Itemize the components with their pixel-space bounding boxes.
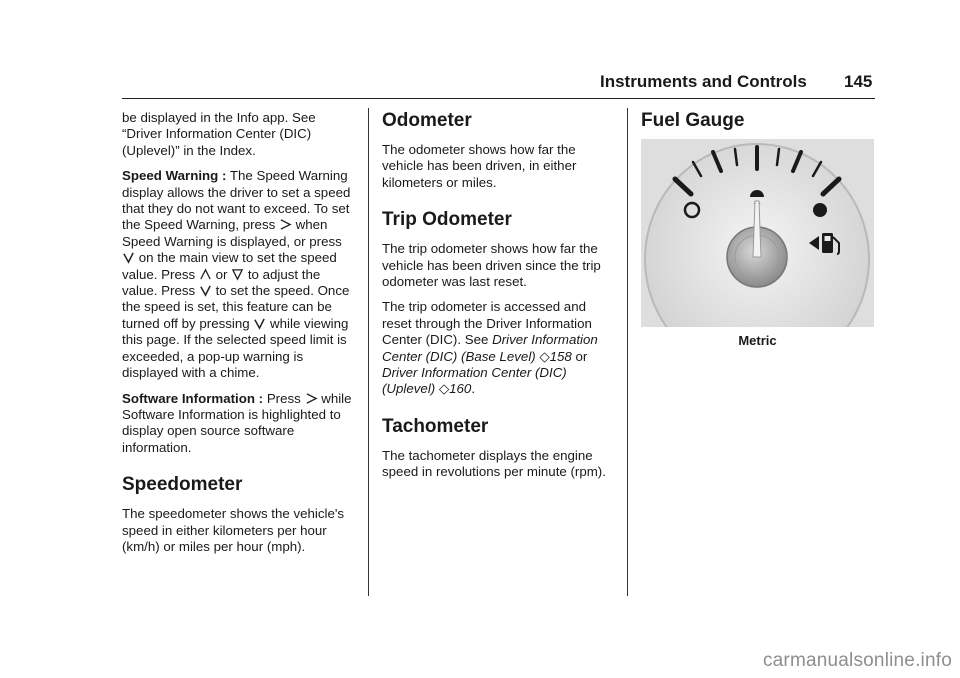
speed-warning-text: or xyxy=(215,266,228,282)
software-info-lead: Software Information : xyxy=(122,390,264,406)
fuel-gauge-heading: Fuel Gauge xyxy=(641,110,745,131)
column-2 xyxy=(382,110,614,490)
speed-warning-text: The Speed Warning display allows the driver to set a speed that they do not want to exceed. To set the Speed Warning, press xyxy=(122,168,351,233)
header-rule xyxy=(122,98,875,99)
column-divider-2 xyxy=(627,108,628,596)
fuel-gauge-icon xyxy=(641,139,874,327)
fuel-gauge-illustration xyxy=(641,139,874,327)
section-title: Instruments and Controls xyxy=(600,72,807,91)
column-1 xyxy=(122,110,354,564)
software-info-text: Press xyxy=(266,390,301,406)
speed-warning-text: while viewing this page. If the selected speed limit is exceeded, a pop-up warning is displayed with a chime. xyxy=(122,315,349,381)
trip-odometer-text: The trip odometer is accessed and reset through the Driver Information Center (DIC). See xyxy=(382,299,592,348)
dic-base-link[interactable]: Driver Information Center (DIC) (Base Level) xyxy=(382,332,598,364)
figure-caption: Metric xyxy=(738,333,777,348)
column-3 xyxy=(641,110,874,142)
down-arrow-icon xyxy=(231,268,244,281)
trip-odometer-heading: Trip Odometer xyxy=(382,209,512,231)
page-ref-icon: ◇ xyxy=(539,348,550,364)
odometer-paragraph: The odometer shows how far the vehicle has been driven, in either kilometers or miles. xyxy=(382,142,577,190)
speed-warning-text: when Speed Warning is displayed, or press xyxy=(122,217,342,249)
speed-warning-lead: Speed Warning : xyxy=(122,168,227,184)
page-number: 145 xyxy=(844,72,873,91)
odometer-heading: Odometer xyxy=(382,110,472,131)
software-info-text: while Software Information is highlighted to display open source software information. xyxy=(122,390,352,455)
trip-odometer-paragraph-1: The trip odometer shows how far the vehicle has been driven since the trip odometer was last reset. xyxy=(382,241,601,290)
speed-warning-paragraph xyxy=(122,168,354,381)
checkmark-icon xyxy=(253,317,266,330)
checkmark-icon xyxy=(122,251,135,264)
dic-base-page[interactable]: 158 xyxy=(549,348,572,364)
speed-warning-text: to set the speed. Once the speed is set, this feature can be turned off by pressing xyxy=(122,283,350,331)
speed-warning-text: to adjust the value. Press xyxy=(122,266,321,299)
trip-odometer-paragraph-2: The trip odometer is accessed and reset through the Driver Information Center (DIC). See Driver Information Center (DIC) (Base Level) ◇158 or Driver Information Center (DIC) (Uplevel) ◇160. xyxy=(382,299,598,397)
speedometer-heading: Speedometer xyxy=(122,474,243,496)
speed-warning-text: on the main view to set the speed value. Press xyxy=(122,250,337,282)
dic-uplevel-page[interactable]: 160 xyxy=(449,381,472,397)
tachometer-heading: Tachometer xyxy=(382,415,489,437)
right-arrow-icon xyxy=(279,218,292,231)
page-ref-icon: ◇ xyxy=(438,381,450,397)
speedometer-paragraph: The speedometer shows the vehicle's speed in either kilometers per hour (km/h) or miles per hour (mph). xyxy=(122,506,345,554)
right-arrow-icon xyxy=(305,392,318,405)
trip-odometer-text: or xyxy=(575,348,588,364)
software-info-paragraph xyxy=(122,391,354,457)
watermark: carmanualsonline.info xyxy=(762,650,952,671)
up-arrow-icon xyxy=(199,268,212,281)
checkmark-icon xyxy=(199,284,212,297)
dic-uplevel-link[interactable]: Driver Information Center (DIC) (Uplevel) xyxy=(382,365,567,397)
tachometer-paragraph: The tachometer displays the engine speed in revolutions per minute (rpm). xyxy=(382,447,606,480)
intro-paragraph: be displayed in the Info app. See “Driver Information Center (DIC) (Uplevel)” in the Index. xyxy=(122,110,316,158)
column-divider-1 xyxy=(368,108,369,596)
